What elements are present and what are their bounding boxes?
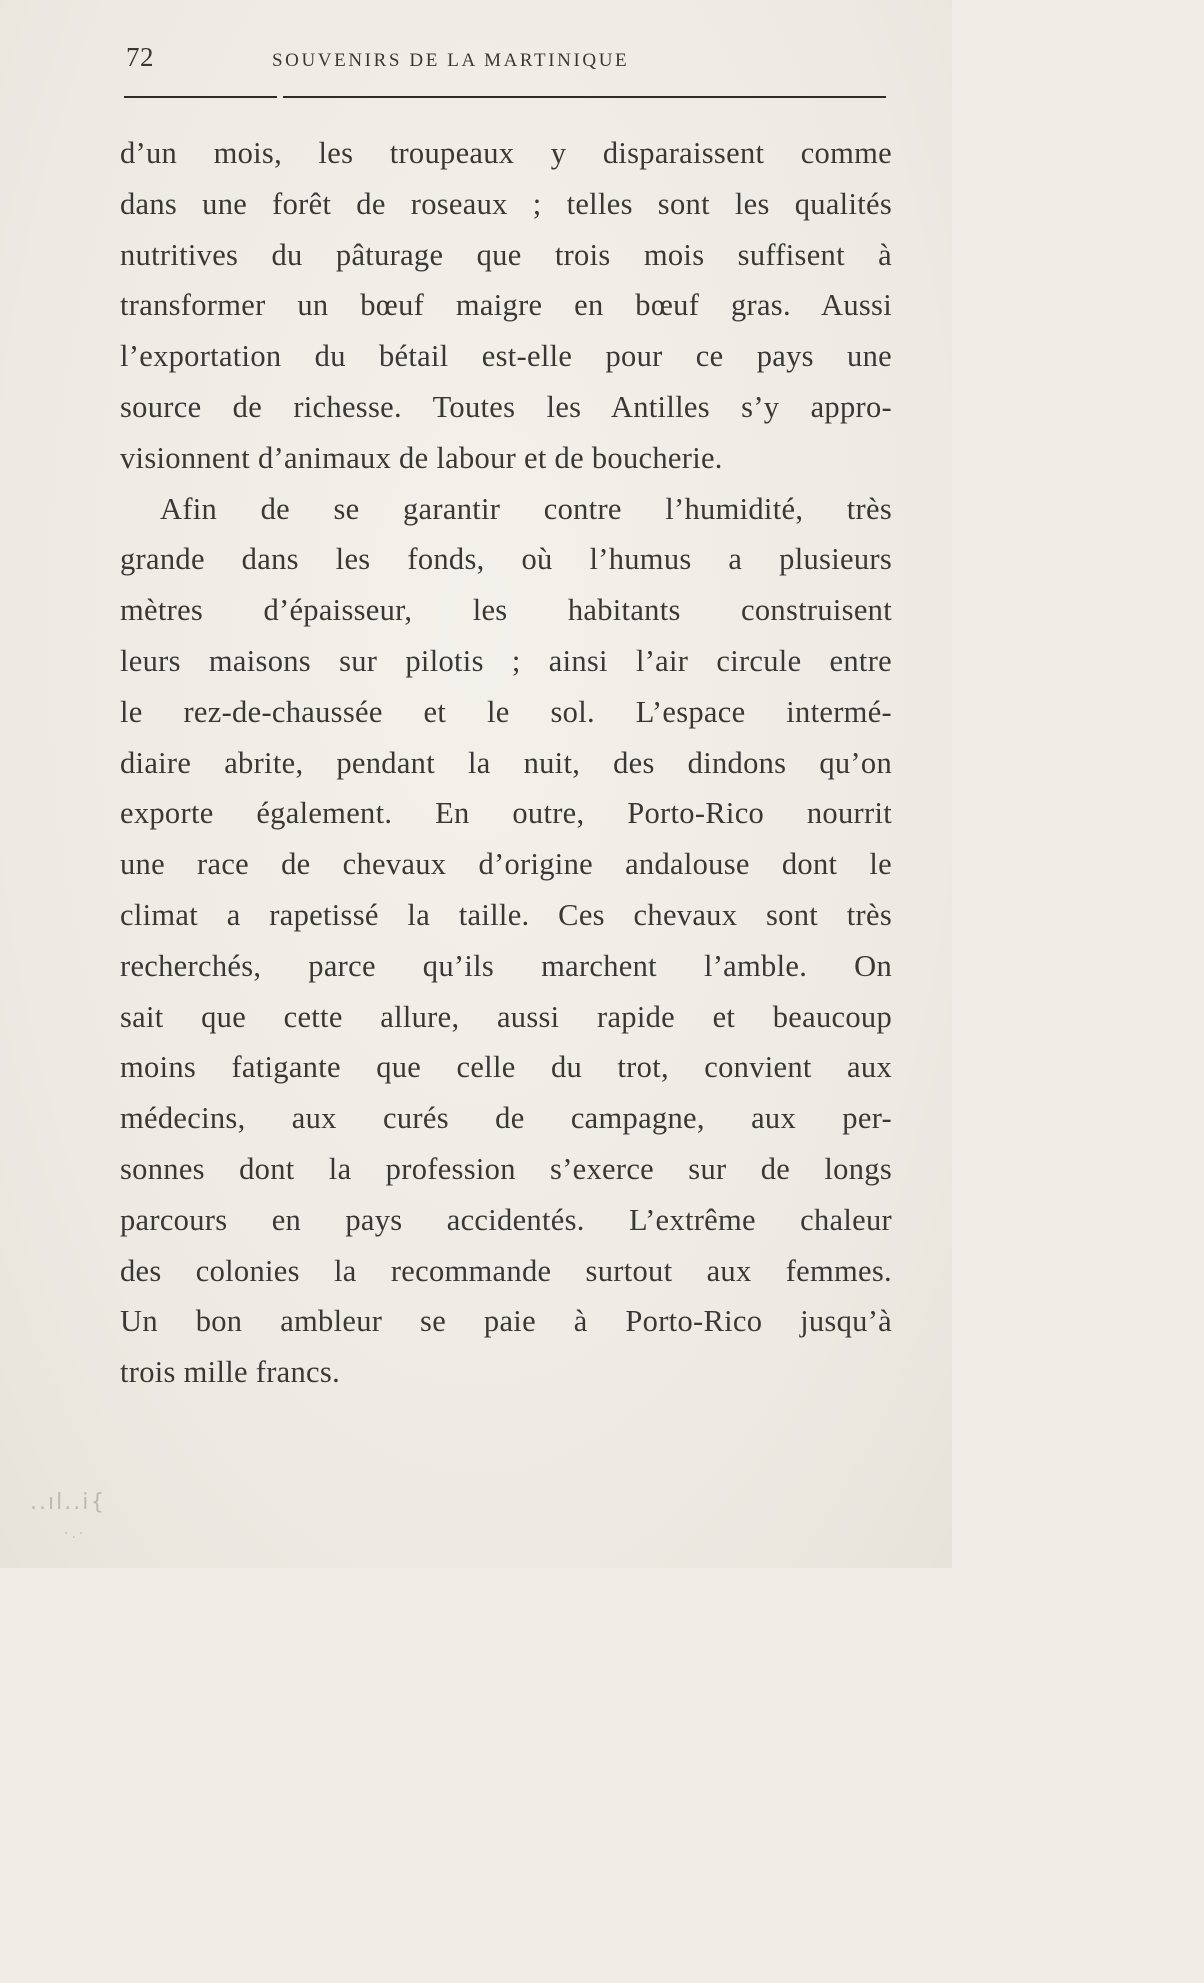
text-line: sonnes dont la profession s’exerce sur de longs: [120, 1151, 892, 1186]
text-line: médecins, aux curés de campagne, aux per-: [120, 1101, 892, 1136]
page-number: 72: [126, 42, 154, 72]
text-line: des colonies la recommande surtout aux femmes.: [120, 1253, 892, 1288]
page-header: [120, 40, 890, 80]
library-stamp-mark-2: ·.·: [64, 1526, 87, 1542]
text-line: leurs maisons sur pilotis ; ainsi l’air circule entre: [120, 643, 892, 678]
text-line: climat a rapetissé la taille. Ces chevaux sont très: [120, 897, 892, 932]
text-line: une race de chevaux d’origine andalouse dont le: [120, 847, 892, 882]
text-line: le rez-de-chaussée et le sol. L’espace intermé-: [120, 694, 892, 729]
text-line: source de richesse. Toutes les Antilles s’y appro-: [120, 389, 892, 424]
text-line: transformer un bœuf maigre en bœuf gras. Aussi: [120, 288, 892, 323]
text-line: moins fatigante que celle du trot, convient aux: [120, 1050, 892, 1085]
text-line: grande dans les fonds, où l’humus a plusieurs: [120, 542, 892, 577]
text-line: recherchés, parce qu’ils marchent l’amble. On: [120, 948, 892, 983]
text-line: trois mille francs.: [120, 1355, 340, 1390]
body-text: [120, 128, 892, 1398]
text-line: parcours en pays accidentés. L’extrême chaleur: [120, 1202, 892, 1237]
text-line: nutritives du pâturage que trois mois suffisent à: [120, 237, 892, 272]
running-title: SOUVENIRS DE LA MARTINIQUE: [272, 50, 630, 71]
text-line: Un bon ambleur se paie à Porto-Rico jusqu’à: [120, 1304, 892, 1339]
text-line: Afin de se garantir contre l’humidité, très: [160, 491, 892, 526]
text-line: sait que cette allure, aussi rapide et beaucoup: [120, 999, 892, 1034]
library-stamp-mark: ..ıl..i{: [30, 1490, 107, 1515]
text-line: dans une forêt de roseaux ; telles sont les qualités: [120, 186, 892, 221]
text-line: exporte également. En outre, Porto-Rico nourrit: [120, 796, 892, 831]
text-line: l’exportation du bétail est-elle pour ce pays une: [120, 339, 892, 374]
text-line: visionnent d’animaux de labour et de boucherie.: [120, 440, 723, 475]
header-rule-gap: [277, 95, 283, 99]
text-line: d’un mois, les troupeaux y disparaissent comme: [120, 136, 892, 170]
header-rule: [124, 96, 886, 98]
text-line: diaire abrite, pendant la nuit, des dindons qu’on: [120, 745, 892, 780]
text-line: mètres d’épaisseur, les habitants construisent: [120, 593, 892, 628]
